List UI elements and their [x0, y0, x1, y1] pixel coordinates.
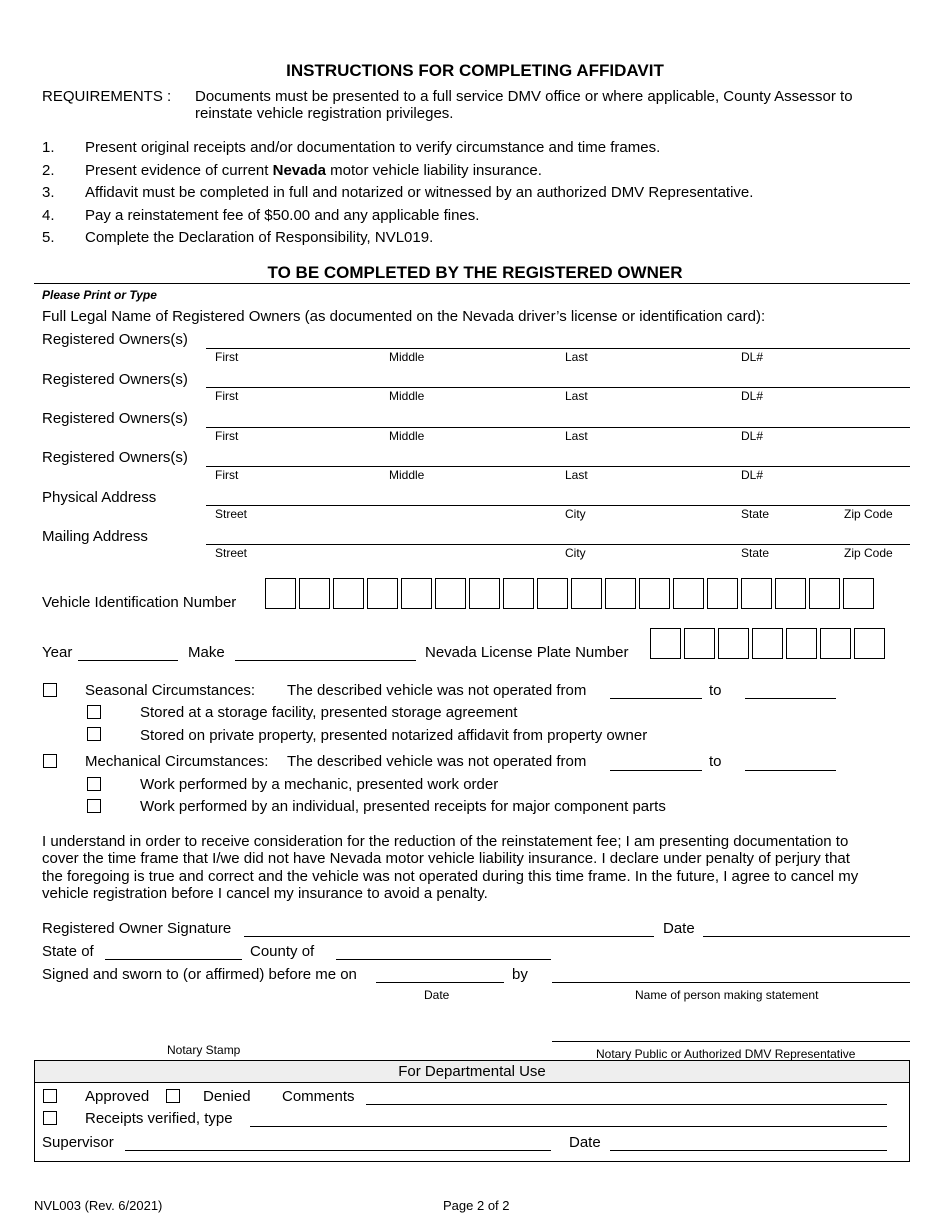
vin-char-box[interactable] [469, 578, 500, 609]
comments-field[interactable] [366, 1104, 887, 1105]
vin-char-box[interactable] [775, 578, 806, 609]
requirements-text-line-2: reinstate vehicle registration privileges. [195, 105, 454, 122]
plate-label: Nevada License Plate Number [425, 644, 629, 661]
notary-signature-field[interactable] [552, 1041, 910, 1042]
owner-signature-field[interactable] [244, 936, 654, 937]
private-property-checkbox[interactable] [87, 727, 101, 741]
form-id: NVL003 (Rev. 6/2021) [34, 1198, 163, 1213]
list-item: Present original receipts and/or documentation to verify circumstance and time frames. [85, 139, 661, 156]
dl-sublabel: DL# [741, 350, 764, 364]
section-divider [34, 283, 910, 284]
state-field[interactable] [105, 959, 242, 960]
year-field[interactable] [78, 660, 178, 661]
plate-char-box[interactable] [718, 628, 749, 659]
vin-char-box[interactable] [605, 578, 636, 609]
denied-label: Denied [203, 1088, 251, 1105]
denied-checkbox[interactable] [166, 1089, 180, 1103]
vin-char-box[interactable] [673, 578, 704, 609]
mechanical-option-individual: Work performed by an individual, presented receipts for major component parts [140, 798, 666, 815]
plate-char-box[interactable] [650, 628, 681, 659]
supervisor-label: Supervisor [42, 1134, 114, 1151]
to-label: to [709, 753, 722, 770]
list-item-number: 1. [42, 139, 55, 156]
vin-char-box[interactable] [299, 578, 330, 609]
owner-name-field-1[interactable] [206, 348, 910, 349]
notary-stamp-label: Notary Stamp [167, 1043, 241, 1057]
last-sublabel: Last [565, 429, 588, 443]
individual-checkbox[interactable] [87, 799, 101, 813]
first-sublabel: First [215, 350, 239, 364]
state-sublabel: State [741, 507, 770, 521]
vin-char-box[interactable] [435, 578, 466, 609]
comments-label: Comments [282, 1088, 355, 1105]
list-item: Pay a reinstatement fee of $50.00 and any applicable fines. [85, 207, 480, 224]
county-field[interactable] [336, 959, 551, 960]
dl-sublabel: DL# [741, 389, 764, 403]
mechanical-text: The described vehicle was not operated from [287, 753, 587, 770]
last-sublabel: Last [565, 350, 588, 364]
signature-date-label: Date [663, 920, 695, 937]
receipts-checkbox[interactable] [43, 1111, 57, 1125]
approved-checkbox[interactable] [43, 1089, 57, 1103]
list-item-number: 2. [42, 162, 55, 179]
seasonal-to-field[interactable] [745, 698, 836, 699]
list-item: Complete the Declaration of Responsibility, NVL019. [85, 229, 434, 246]
full-name-prompt: Full Legal Name of Registered Owners (as documented on the Nevada driver’s license or identification card): [42, 308, 766, 325]
storage-facility-checkbox[interactable] [87, 705, 101, 719]
seasonal-option-storage: Stored at a storage facility, presented storage agreement [140, 704, 518, 721]
plate-char-box[interactable] [820, 628, 851, 659]
vin-char-box[interactable] [537, 578, 568, 609]
year-label: Year [42, 644, 73, 661]
plate-char-box[interactable] [684, 628, 715, 659]
owner-label: Registered Owners(s) [42, 371, 188, 388]
vin-label: Vehicle Identification Number [42, 594, 237, 611]
list-item-number: 3. [42, 184, 55, 201]
first-sublabel: First [215, 429, 239, 443]
street-sublabel: Street [215, 507, 248, 521]
requirements-text-line-1: Documents must be presented to a full service DMV office or where applicable, County Assessor to [195, 88, 853, 105]
vin-char-box[interactable] [265, 578, 296, 609]
seasonal-checkbox[interactable] [43, 683, 57, 697]
seasonal-from-field[interactable] [610, 698, 702, 699]
middle-sublabel: Middle [389, 429, 425, 443]
city-sublabel: City [565, 546, 586, 560]
middle-sublabel: Middle [389, 389, 425, 403]
vin-char-box[interactable] [639, 578, 670, 609]
mechanic-checkbox[interactable] [87, 777, 101, 791]
mechanical-label: Mechanical Circumstances: [85, 753, 269, 770]
vin-char-box[interactable] [401, 578, 432, 609]
departmental-use-title: For Departmental Use [35, 1061, 909, 1083]
list-item [85, 162, 542, 179]
last-sublabel: Last [565, 468, 588, 482]
middle-sublabel: Middle [389, 350, 425, 364]
mechanical-from-field[interactable] [610, 770, 702, 771]
plate-char-box[interactable] [854, 628, 885, 659]
requirements-label: REQUIREMENTS : [42, 88, 172, 105]
dl-sublabel: DL# [741, 468, 764, 482]
owner-label: Registered Owners(s) [42, 331, 188, 348]
list-item-number: 4. [42, 207, 55, 224]
first-sublabel: First [215, 468, 239, 482]
zip-sublabel: Zip Code [844, 507, 893, 521]
owner-name-field-4[interactable] [206, 466, 910, 467]
make-label: Make [188, 644, 225, 661]
county-label: County of [250, 943, 315, 960]
owner-section-title: TO BE COMPLETED BY THE REGISTERED OWNER [267, 263, 683, 282]
vin-char-box[interactable] [503, 578, 534, 609]
physical-address-label: Physical Address [42, 489, 157, 506]
list-item-number: 5. [42, 229, 55, 246]
supervisor-field[interactable] [125, 1150, 551, 1151]
sworn-name-field[interactable] [552, 982, 910, 983]
approved-label: Approved [85, 1088, 150, 1105]
last-sublabel: Last [565, 389, 588, 403]
zip-sublabel: Zip Code [844, 546, 893, 560]
state-label: State of [42, 943, 94, 960]
vin-char-box[interactable] [741, 578, 772, 609]
sworn-date-field[interactable] [376, 982, 504, 983]
plate-char-box[interactable] [752, 628, 783, 659]
vin-char-box[interactable] [367, 578, 398, 609]
sworn-date-sublabel: Date [424, 988, 450, 1002]
list-item-emphasis: Nevada [272, 162, 326, 179]
list-item-text: Present evidence of current [85, 162, 273, 179]
dept-date-label: Date [569, 1134, 601, 1151]
declaration-line: vehicle registration before I cancel my insurance to avoid a penalty. [42, 885, 488, 902]
sworn-name-sublabel: Name of person making statement [635, 988, 819, 1002]
first-sublabel: First [215, 389, 239, 403]
receipts-type-field[interactable] [250, 1126, 887, 1127]
owner-name-field-3[interactable] [206, 427, 910, 428]
list-item: Affidavit must be completed in full and notarized or witnessed by an authorized DMV Representative. [85, 184, 754, 201]
vin-char-box[interactable] [809, 578, 840, 609]
vin-char-box[interactable] [333, 578, 364, 609]
make-field[interactable] [235, 660, 416, 661]
vin-char-box[interactable] [571, 578, 602, 609]
physical-address-field[interactable] [206, 505, 910, 506]
owner-label: Registered Owners(s) [42, 410, 188, 427]
vin-char-box[interactable] [843, 578, 874, 609]
by-label: by [512, 966, 528, 983]
instructions-title: INSTRUCTIONS FOR COMPLETING AFFIDAVIT [286, 61, 664, 80]
owner-name-field-2[interactable] [206, 387, 910, 388]
receipts-label: Receipts verified, type [85, 1110, 233, 1127]
owner-label: Registered Owners(s) [42, 449, 188, 466]
declaration-line: I understand in order to receive consideration for the reduction of the reinstatement fee; I am presenting documentation to [42, 833, 849, 850]
city-sublabel: City [565, 507, 586, 521]
seasonal-option-private: Stored on private property, presented notarized affidavit from property owner [140, 727, 648, 744]
mechanical-option-mechanic: Work performed by a mechanic, presented work order [140, 776, 499, 793]
to-label: to [709, 682, 722, 699]
dl-sublabel: DL# [741, 429, 764, 443]
notary-label: Notary Public or Authorized DMV Representative [596, 1047, 856, 1061]
list-item-text: motor vehicle liability insurance. [325, 162, 542, 179]
sworn-label: Signed and sworn to (or affirmed) before me on [42, 966, 357, 983]
signature-date-field[interactable] [703, 936, 910, 937]
page-number: Page 2 of 2 [443, 1198, 510, 1213]
middle-sublabel: Middle [389, 468, 425, 482]
declaration-line: the foregoing is true and correct and the vehicle was not operated during this time frame. In the future, I agree to cancel my [42, 868, 859, 885]
dept-date-field[interactable] [610, 1150, 887, 1151]
seasonal-label: Seasonal Circumstances: [85, 682, 256, 699]
declaration-line: cover the time frame that I/we did not have Nevada motor vehicle liability insurance. I declare under penalty of perjury that [42, 850, 850, 867]
state-sublabel: State [741, 546, 770, 560]
vin-char-box[interactable] [707, 578, 738, 609]
mechanical-to-field[interactable] [745, 770, 836, 771]
print-note: Please Print or Type [42, 288, 157, 302]
seasonal-text: The described vehicle was not operated from [287, 682, 587, 699]
owner-signature-label: Registered Owner Signature [42, 920, 232, 937]
mailing-address-field[interactable] [206, 544, 910, 545]
mechanical-checkbox[interactable] [43, 754, 57, 768]
mailing-address-label: Mailing Address [42, 528, 148, 545]
street-sublabel: Street [215, 546, 248, 560]
plate-char-box[interactable] [786, 628, 817, 659]
